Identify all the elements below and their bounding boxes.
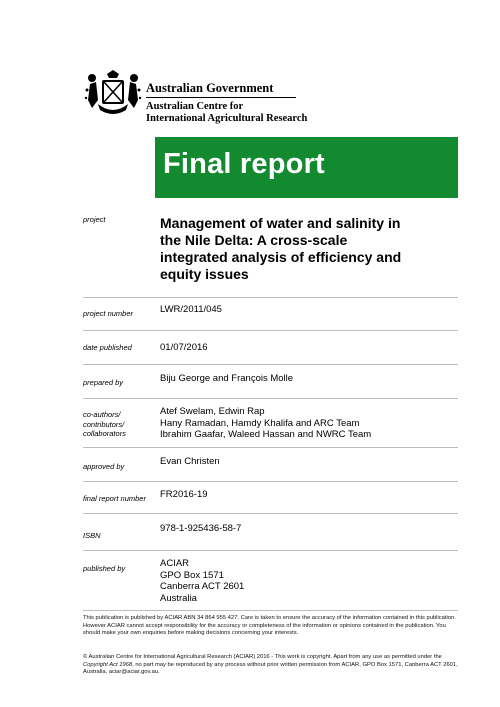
copyright-act-title: Copyright Act 1968 <box>83 661 133 668</box>
project-title-line: equity issues <box>160 266 249 282</box>
prepared-by-label: prepared by <box>83 378 124 387</box>
coauthor-line: Hany Ramadan, Hamdy Khalifa and ARC Team <box>160 417 360 429</box>
row-divider <box>83 447 458 448</box>
row-divider <box>83 610 458 611</box>
project-label: project <box>83 215 106 224</box>
isbn-value: 978-1-925436-58-7 <box>160 523 242 534</box>
project-title-line: integrated analysis of efficiency and <box>160 249 402 265</box>
disclaimer-paragraph: This publication is published by ACIAR ABN 34 864 955 427. Care is taken to ensure the accuracy of the information contained in this publication. However ACIAR cannot accept responsibility for the accuracy or completeness of the information or opinions contained in the publication. You should make your own enquiries before making decisions concerning your interests. <box>83 615 456 637</box>
approved-by-label: approved by <box>83 462 125 471</box>
banner-title: Final report <box>163 148 325 180</box>
project-number-value: LWR/2011/045 <box>160 304 222 315</box>
published-by-value <box>160 558 244 604</box>
final-report-number-label: final report number <box>83 494 146 503</box>
prepared-by-value: Biju George and François Molle <box>160 373 294 384</box>
org-name-line-2: International Agricultural Research <box>146 113 308 124</box>
coauthor-line: Ibrahim Gaafar, Waleed Hassan and NWRC Team <box>160 429 372 440</box>
publisher-line: GPO Box 1571 <box>160 569 224 581</box>
project-title <box>160 215 450 283</box>
final-report-number-value: FR2016-19 <box>160 489 208 500</box>
copyright-text: , no part may be reproduced by any process without prior written permission from ACIAR, GPO Box 1571, Canberra ACT 2601, Australia, aciar@aciar.gov.au. <box>83 661 458 676</box>
row-divider <box>83 513 458 514</box>
date-published-label: date published <box>83 343 132 352</box>
publisher-line: Canberra ACT 2601 <box>160 581 245 592</box>
row-divider <box>83 364 458 365</box>
row-divider <box>83 330 458 331</box>
coauthors-label-line: collaborators <box>83 429 126 438</box>
publisher-line: ACIAR <box>160 558 190 569</box>
project-title-line: the Nile Delta: A cross-scale <box>160 232 348 248</box>
coat-of-arms-logo <box>84 70 142 116</box>
coauthors-label-line: contributors/ <box>83 419 125 429</box>
coauthors-label-line: co-authors/ <box>83 410 121 419</box>
project-title-line: Management of water and salinity in <box>160 215 401 231</box>
publisher-line: Australia <box>160 592 197 604</box>
row-divider <box>83 550 458 551</box>
isbn-label: ISBN <box>83 531 101 540</box>
header-divider <box>146 97 296 98</box>
copyright-paragraph <box>83 654 463 677</box>
coauthors-label <box>83 410 126 439</box>
copyright-text: © Australian Centre for International Agricultural Research (ACIAR) 2016 - This work is copyright. Apart from any use as permitted under the <box>83 654 442 660</box>
coauthor-line: Atef Swelam, Edwin Rap <box>160 406 265 417</box>
row-divider <box>83 481 458 482</box>
approved-by-value: Evan Christen <box>160 456 220 467</box>
published-by-label: published by <box>83 564 126 573</box>
row-divider <box>83 398 458 399</box>
coauthors-value <box>160 406 371 441</box>
project-number-label: project number <box>83 309 134 318</box>
org-name-line-1: Australian Centre for <box>146 101 244 112</box>
date-published-value: 01/07/2016 <box>160 342 208 353</box>
government-title: Australian Government <box>146 81 274 95</box>
row-divider <box>83 297 458 298</box>
